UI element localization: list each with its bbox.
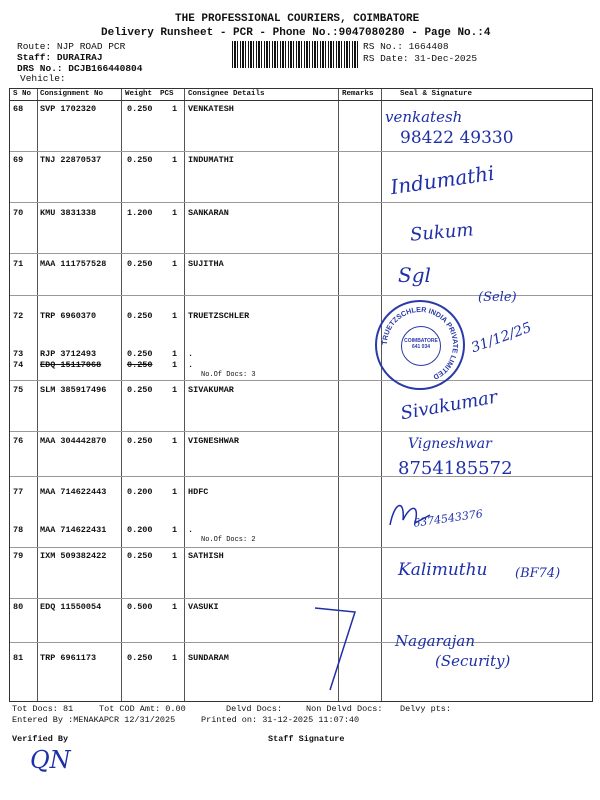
col-divider xyxy=(37,89,38,701)
row-weight: 0.250 xyxy=(127,385,153,395)
signature-row-75: Sivakumar xyxy=(398,386,499,425)
verified-signature: QN xyxy=(30,746,71,774)
col-pcs: PCS xyxy=(160,90,174,98)
row-divider xyxy=(10,642,592,643)
entered-by: Entered By :MENAKAPCR 12/31/2025 xyxy=(12,715,176,725)
runsheet-subtitle: Delivery Runsheet - PCR - Phone No.:9047080280 - Page No.:4 xyxy=(101,27,491,39)
col-divider xyxy=(121,89,122,701)
row-pcs: 1 xyxy=(172,653,178,663)
staff-signature-label: Staff Signature xyxy=(268,734,345,744)
runsheet-table xyxy=(9,88,593,702)
row-weight: 0.200 xyxy=(127,487,153,497)
company-seal xyxy=(375,300,465,390)
row-consignee: . xyxy=(188,349,194,359)
row-weight: 0.250 xyxy=(127,259,153,269)
row-pcs: 1 xyxy=(172,155,178,165)
bracket-mark xyxy=(310,600,365,695)
row-weight: 0.250 xyxy=(127,653,153,663)
row-sno: 69 xyxy=(13,155,24,165)
row-weight: 0.250 xyxy=(127,311,153,321)
row-sno: 74 xyxy=(13,360,24,370)
row-pcs: 1 xyxy=(172,208,178,218)
row-consignee: TRUETZSCHLER xyxy=(188,311,250,321)
signature-row-71: Sgl xyxy=(398,263,431,287)
row-pcs: 1 xyxy=(172,436,178,446)
row-sno: 70 xyxy=(13,208,24,218)
row-consignment-no: TRP 6960370 xyxy=(40,311,97,321)
col-divider xyxy=(184,89,185,701)
row-divider xyxy=(10,547,592,548)
row-consignee: SUNDARAM xyxy=(188,653,229,663)
row-weight: 0.250 xyxy=(127,436,153,446)
signature-row-76: Vigneshwar xyxy=(408,436,492,452)
row-pcs: 1 xyxy=(172,487,178,497)
staff-text: Staff: DURAIRAJ xyxy=(17,52,103,63)
row-pcs: 1 xyxy=(172,349,178,359)
col-divider xyxy=(381,89,382,701)
row-consignee: VENKATESH xyxy=(188,104,234,114)
row-consignment-no: SLM 385917496 xyxy=(40,385,107,395)
row-consignment-no: SVP 1702320 xyxy=(40,104,97,114)
row-sno: 71 xyxy=(13,259,24,269)
row-weight: 0.200 xyxy=(127,525,153,535)
col-sno: S No xyxy=(13,90,32,98)
row-consignment-no: RJP 3712493 xyxy=(40,349,97,359)
col-consignment: Consignment No xyxy=(40,90,104,98)
row-consignee: SANKARAN xyxy=(188,208,229,218)
phone-row-78: 6374543376 xyxy=(412,507,484,530)
signature-row-81: Nagarajan xyxy=(395,632,475,650)
seal-inner-ring xyxy=(401,326,441,366)
row-consignee: VIGNESHWAR xyxy=(188,436,240,446)
signature-row-79: Kalimuthu xyxy=(398,560,488,580)
delivered-docs: Delvd Docs: xyxy=(226,704,283,714)
verified-by-label: Verified By xyxy=(12,734,69,744)
row-sno: 80 xyxy=(13,602,24,612)
row-pcs: 1 xyxy=(172,525,178,535)
row-consignee: . xyxy=(188,360,194,370)
printed-on: Printed on: 31-12-2025 11:07:40 xyxy=(201,715,360,725)
signature-note-79: (BF74) xyxy=(515,566,561,581)
row-weight: 0.250 xyxy=(127,551,153,561)
rs-number: RS No.: 1664408 xyxy=(363,41,449,52)
row-consignee: SUJITHA xyxy=(188,259,224,269)
row-sno: 75 xyxy=(13,385,24,395)
row-divider xyxy=(10,380,592,381)
row-sno: 79 xyxy=(13,551,24,561)
signature-row-70: Sukum xyxy=(409,219,475,246)
rs-date: RS Date: 31-Dec-2025 xyxy=(363,53,478,64)
signature-note-71: (Sele) xyxy=(478,290,517,305)
col-seal-signature: Seal & Signature xyxy=(400,90,473,98)
total-cod-amount: Tot COD Amt: 0.00 xyxy=(99,704,186,714)
drs-number: DRS No.: DCJB166440804 xyxy=(17,63,143,74)
row-pcs: 1 xyxy=(172,385,178,395)
phone-row-76: 8754185572 xyxy=(398,458,513,479)
total-docs: Tot Docs: 81 xyxy=(12,704,74,714)
row-sno: 81 xyxy=(13,653,24,663)
row-doc-count: No.Of Docs: 3 xyxy=(201,371,256,379)
row-weight: 0.250 xyxy=(127,360,153,370)
row-sno: 72 xyxy=(13,311,24,321)
row-divider xyxy=(10,253,592,254)
row-weight: 0.250 xyxy=(127,155,153,165)
row-consignment-no: KMU 3831338 xyxy=(40,208,97,218)
row-doc-count: No.Of Docs: 2 xyxy=(201,536,256,544)
signature-scribble-78 xyxy=(385,495,435,535)
seal-inner-text: COIMBATORE 641 034 xyxy=(404,338,438,350)
route-text: Route: NJP ROAD PCR xyxy=(17,41,126,52)
row-consignee: VASUKI xyxy=(188,602,219,612)
row-consignee: HDFC xyxy=(188,487,209,497)
vehicle-text: Vehicle: xyxy=(20,73,66,84)
row-pcs: 1 xyxy=(172,311,178,321)
row-weight: 0.250 xyxy=(127,349,153,359)
row-pcs: 1 xyxy=(172,259,178,269)
row-pcs: 1 xyxy=(172,360,178,370)
row-consignee: INDUMATHI xyxy=(188,155,234,165)
row-pcs: 1 xyxy=(172,551,178,561)
delivery-points: Delvy pts: xyxy=(400,704,452,714)
row-sno: 68 xyxy=(13,104,24,114)
row-weight: 0.250 xyxy=(127,104,153,114)
row-sno: 78 xyxy=(13,525,24,535)
row-weight: 1.200 xyxy=(127,208,153,218)
row-consignment-no: TNJ 22870537 xyxy=(40,155,102,165)
row-consignment-no: MAA 714622443 xyxy=(40,487,107,497)
row-consignment-no: EDQ 15117068 xyxy=(40,360,102,370)
row-consignment-no: MAA 304442870 xyxy=(40,436,107,446)
row-divider xyxy=(10,151,592,152)
row-consignment-no: IXM 509382422 xyxy=(40,551,107,561)
row-divider xyxy=(10,202,592,203)
header-divider xyxy=(10,100,592,101)
row-consignee: . xyxy=(188,525,194,535)
row-divider xyxy=(10,431,592,432)
col-weight: Weight xyxy=(125,90,153,98)
row-consignment-no: MAA 714622431 xyxy=(40,525,107,535)
row-consignment-no: TRP 6961173 xyxy=(40,653,97,663)
row-sno: 77 xyxy=(13,487,24,497)
company-title: THE PROFESSIONAL COURIERS, COIMBATORE xyxy=(175,13,420,25)
col-remarks: Remarks xyxy=(342,90,374,98)
signature-row-72: 31/12/25 xyxy=(469,319,534,357)
row-divider xyxy=(10,598,592,599)
row-pcs: 1 xyxy=(172,602,178,612)
row-consignee: SATHISH xyxy=(188,551,224,561)
non-delivered-docs: Non Delvd Docs: xyxy=(306,704,383,714)
signature-row-68: venkatesh xyxy=(385,108,463,126)
signature-row-69: Indumathi xyxy=(388,160,496,200)
row-sno: 73 xyxy=(13,349,24,359)
row-weight: 0.500 xyxy=(127,602,153,612)
signature-note-81: (Security) xyxy=(435,652,511,670)
col-consignee: Consignee Details xyxy=(188,90,265,98)
barcode xyxy=(232,41,358,68)
row-consignment-no: EDQ 11550054 xyxy=(40,602,102,612)
phone-row-68: 98422 49330 xyxy=(400,128,514,148)
seal-outer-text: TRUETZSCHLER INDIA PRIVATE LIMITED xyxy=(379,304,461,382)
row-consignee: SIVAKUMAR xyxy=(188,385,234,395)
row-sno: 76 xyxy=(13,436,24,446)
row-consignment-no: MAA 111757528 xyxy=(40,259,107,269)
row-pcs: 1 xyxy=(172,104,178,114)
